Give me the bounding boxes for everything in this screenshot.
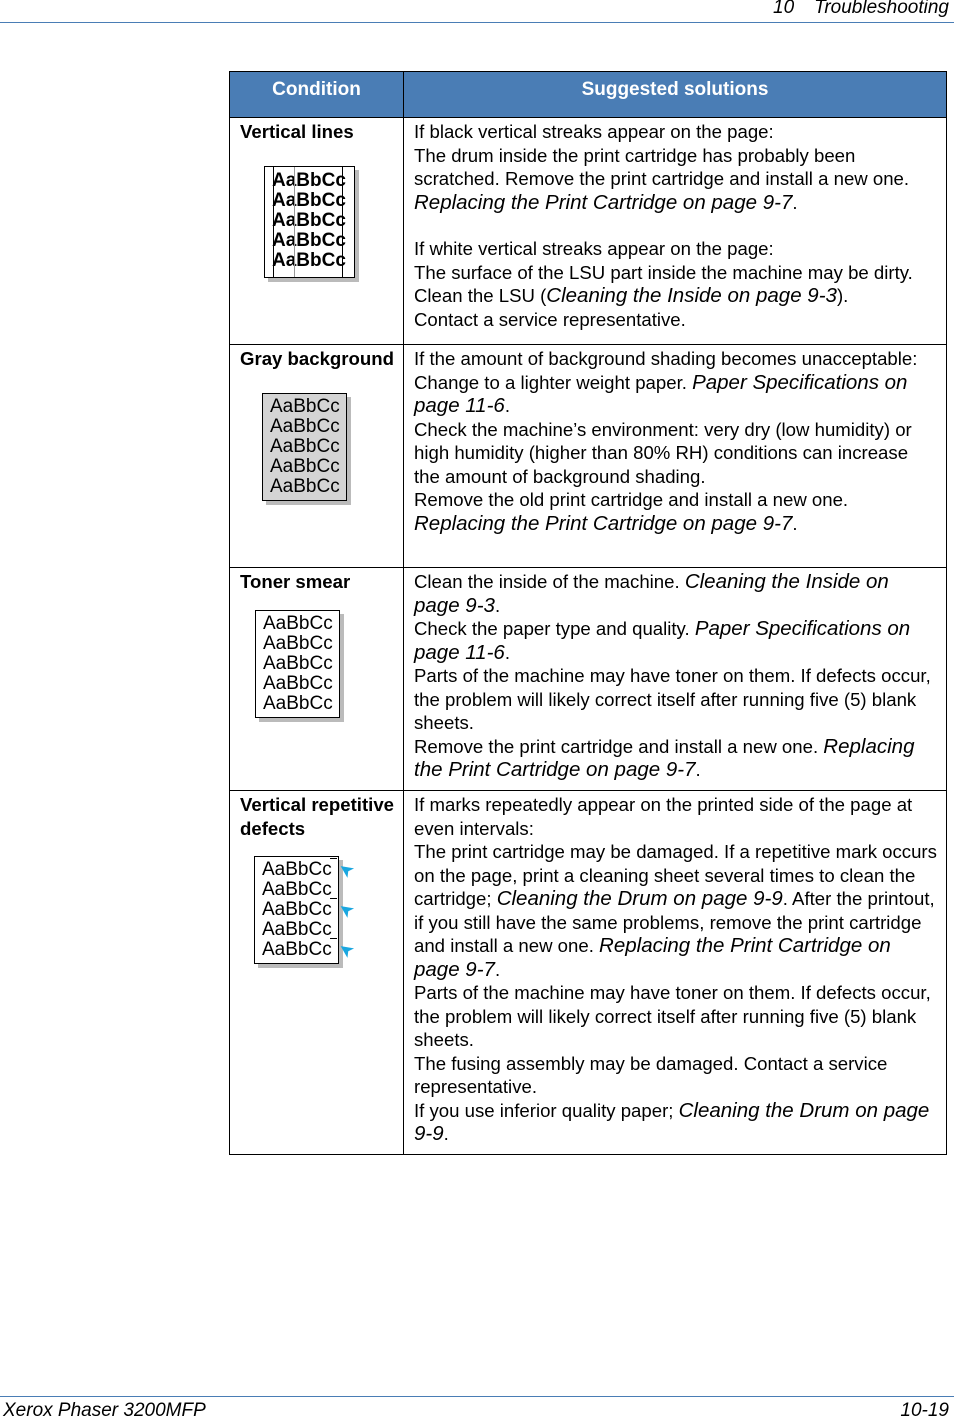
solution-paragraph [414, 793, 938, 840]
solutions-cell [404, 791, 947, 1155]
solution-text: . [792, 512, 798, 534]
streak-line [294, 167, 295, 277]
solutions-cell [404, 118, 947, 345]
sample-text-line: AaBbCc [263, 612, 333, 634]
condition-label: Toner smear [240, 571, 351, 592]
solution-paragraph [414, 1099, 938, 1146]
sample-text-line: AaBbCc [272, 209, 346, 231]
sample-text-line: AaBbCc [270, 415, 340, 437]
chapter-number: 10 [773, 0, 795, 18]
solution-paragraph [414, 418, 938, 489]
solution-text: If white vertical streaks appear on the page: [414, 238, 774, 259]
solution-text: If the amount of background shading becomes unacceptable: [414, 348, 918, 369]
table-row [230, 345, 947, 568]
solution-paragraph [414, 512, 938, 536]
solution-paragraph [414, 664, 938, 735]
solution-paragraph [414, 120, 938, 144]
sample-text-line: AaBbCc [262, 919, 332, 940]
solution-paragraph [414, 308, 938, 332]
solution-paragraph [414, 488, 938, 512]
sample-text-line: AaBbCc [272, 189, 346, 211]
condition-cell [230, 791, 404, 1155]
solution-text: The print cartridge may be damaged. If a repetitive mark occurs on the page, print a cleaning sheet several times to clean the cartridge; [414, 841, 937, 909]
sample-text-line: AaBbCc [262, 939, 332, 960]
cross-reference-link[interactable]: Replacing the Print Cartridge on page 9-7 [414, 734, 915, 781]
condition-label: Vertical repetitive defects [240, 794, 394, 839]
solution-paragraph [414, 840, 938, 981]
sample-text-line: AaBbCc [263, 632, 333, 654]
sample-text-line: AaBbCc [272, 229, 346, 251]
sample-text-line: AaBbCc [262, 899, 332, 920]
solution-text: . [792, 191, 798, 213]
condition-label: Gray background [240, 348, 394, 369]
condition-cell [230, 345, 404, 568]
condition-cell [230, 118, 404, 345]
column-header-solutions: Suggested solutions [404, 72, 947, 118]
streak-line [342, 167, 343, 277]
solution-text: If marks repeatedly appear on the printed side of the page at even intervals: [414, 794, 913, 839]
defect-mark [330, 858, 337, 859]
solution-text: . [494, 594, 501, 616]
solutions-cell [404, 345, 947, 568]
chapter-title: Troubleshooting [814, 0, 949, 18]
streak-line [273, 167, 274, 277]
defect-mark [330, 898, 337, 899]
cross-reference-link[interactable]: Replacing the Print Cartridge on page 9-7 [414, 190, 793, 214]
solution-text: The drum inside the print cartridge has probably been scratched. Remove the print cartridge and install a new one. [414, 144, 910, 189]
solution-paragraph [414, 981, 938, 1052]
solution-text: Clean the inside of the machine. [414, 571, 685, 592]
arrow-icon: ➤ [336, 858, 358, 881]
solution-text: Parts of the machine may have toner on them. If defects occur, the problem will likely correct itself after running five (5) blank sheets. [414, 982, 931, 1050]
solution-text: The fusing assembly may be damaged. Contact a service representative. [414, 1052, 888, 1097]
solution-paragraph [414, 261, 938, 308]
column-header-condition: Condition [230, 72, 404, 118]
sample-text-line: AaBbCc [270, 435, 340, 457]
cross-reference-link[interactable]: Cleaning the Drum on page 9-9 [496, 887, 783, 910]
condition-label: Vertical lines [240, 121, 354, 142]
arrow-icon: ➤ [336, 898, 358, 921]
sample-text-line: AaBbCc [270, 475, 340, 497]
cross-reference-link[interactable]: Paper Specifications on page 11-6 [414, 617, 911, 664]
footer-rule [0, 1396, 954, 1397]
solution-paragraph [414, 214, 938, 237]
solution-paragraph [414, 347, 938, 371]
cross-reference-link[interactable]: Paper Specifications on page 11-6 [414, 370, 908, 417]
solution-text: Remove the old print cartridge and install a new one. [414, 489, 849, 510]
solution-text: If you use inferior quality paper; [414, 1099, 679, 1121]
sample-text-line: AaBbCc [262, 859, 332, 880]
solutions-cell [404, 568, 947, 791]
solution-paragraph [414, 144, 938, 215]
arrow-icon: ➤ [336, 938, 358, 961]
solution-text: ). [836, 285, 849, 306]
cross-reference-link[interactable]: Cleaning the Drum on page 9-9 [414, 1098, 930, 1145]
solution-text: . [494, 958, 501, 980]
solution-paragraph [414, 237, 938, 261]
sample-print-toner-smear [255, 610, 340, 718]
cross-reference-link[interactable]: Replacing the Print Cartridge on page 9-7 [414, 934, 891, 981]
table-row [230, 118, 947, 345]
sample-print-vertical-repetitive [254, 856, 358, 964]
solution-text: . After the printout, if you still have the same problems, remove the print cartridge and install a new one. [414, 888, 935, 956]
solution-text: Check the paper type and quality. [414, 618, 695, 639]
solution-text: Remove the print cartridge and install a new one. [414, 735, 824, 757]
sample-text-line: AaBbCc [262, 879, 332, 900]
condition-cell [230, 568, 404, 791]
solution-paragraph [414, 735, 938, 782]
solution-paragraph [414, 617, 938, 664]
sample-text-line: AaBbCc [272, 249, 346, 271]
footer-product: Xerox Phaser 3200MFP [3, 1400, 206, 1421]
solution-paragraph [414, 371, 938, 418]
sample-text-line: AaBbCc [263, 692, 333, 714]
solution-text: . [443, 1123, 449, 1144]
troubleshooting-table [229, 71, 947, 1155]
solution-text: Check the machine’s environment: very dry (low humidity) or high humidity (higher than 80% RH) conditions can increase the amount of background shading. [414, 418, 912, 487]
footer-page-number: 10-19 [900, 1400, 949, 1421]
sample-text-line: AaBbCc [272, 169, 346, 191]
sample-text-line: AaBbCc [263, 672, 333, 694]
cross-reference-link[interactable]: Replacing the Print Cartridge on page 9-7 [414, 511, 793, 535]
running-header [773, 0, 949, 19]
solution-text: Parts of the machine may have toner on them. If defects occur, the problem will likely correct itself after running five (5) blank sheets. [414, 665, 931, 733]
table-row [230, 791, 947, 1155]
solution-text: Contact a service representative. [414, 308, 686, 330]
solution-text: The surface of the LSU part inside the machine may be dirty. Clean the LSU ( [414, 261, 913, 306]
sample-text-line: AaBbCc [263, 652, 333, 674]
solution-text: Change to a lighter weight paper. [414, 371, 693, 393]
table-row [230, 568, 947, 791]
defect-mark [330, 938, 337, 939]
sample-text-line: AaBbCc [270, 455, 340, 477]
sample-text-line: AaBbCc [270, 395, 340, 417]
solution-paragraph [414, 1052, 938, 1099]
header-rule [0, 22, 954, 23]
solution-paragraph [414, 570, 938, 617]
cross-reference-link[interactable]: Cleaning the Inside on page 9-3 [546, 284, 837, 307]
solution-text: . [504, 641, 510, 663]
solution-text: . [695, 759, 701, 780]
sample-print-vertical-lines [264, 166, 355, 278]
cross-reference-link[interactable]: Cleaning the Inside on page 9-3 [414, 570, 889, 617]
solution-text: . [504, 395, 510, 416]
sample-print-gray-background [262, 393, 347, 501]
solution-text: If black vertical streaks appear on the page: [414, 121, 774, 142]
